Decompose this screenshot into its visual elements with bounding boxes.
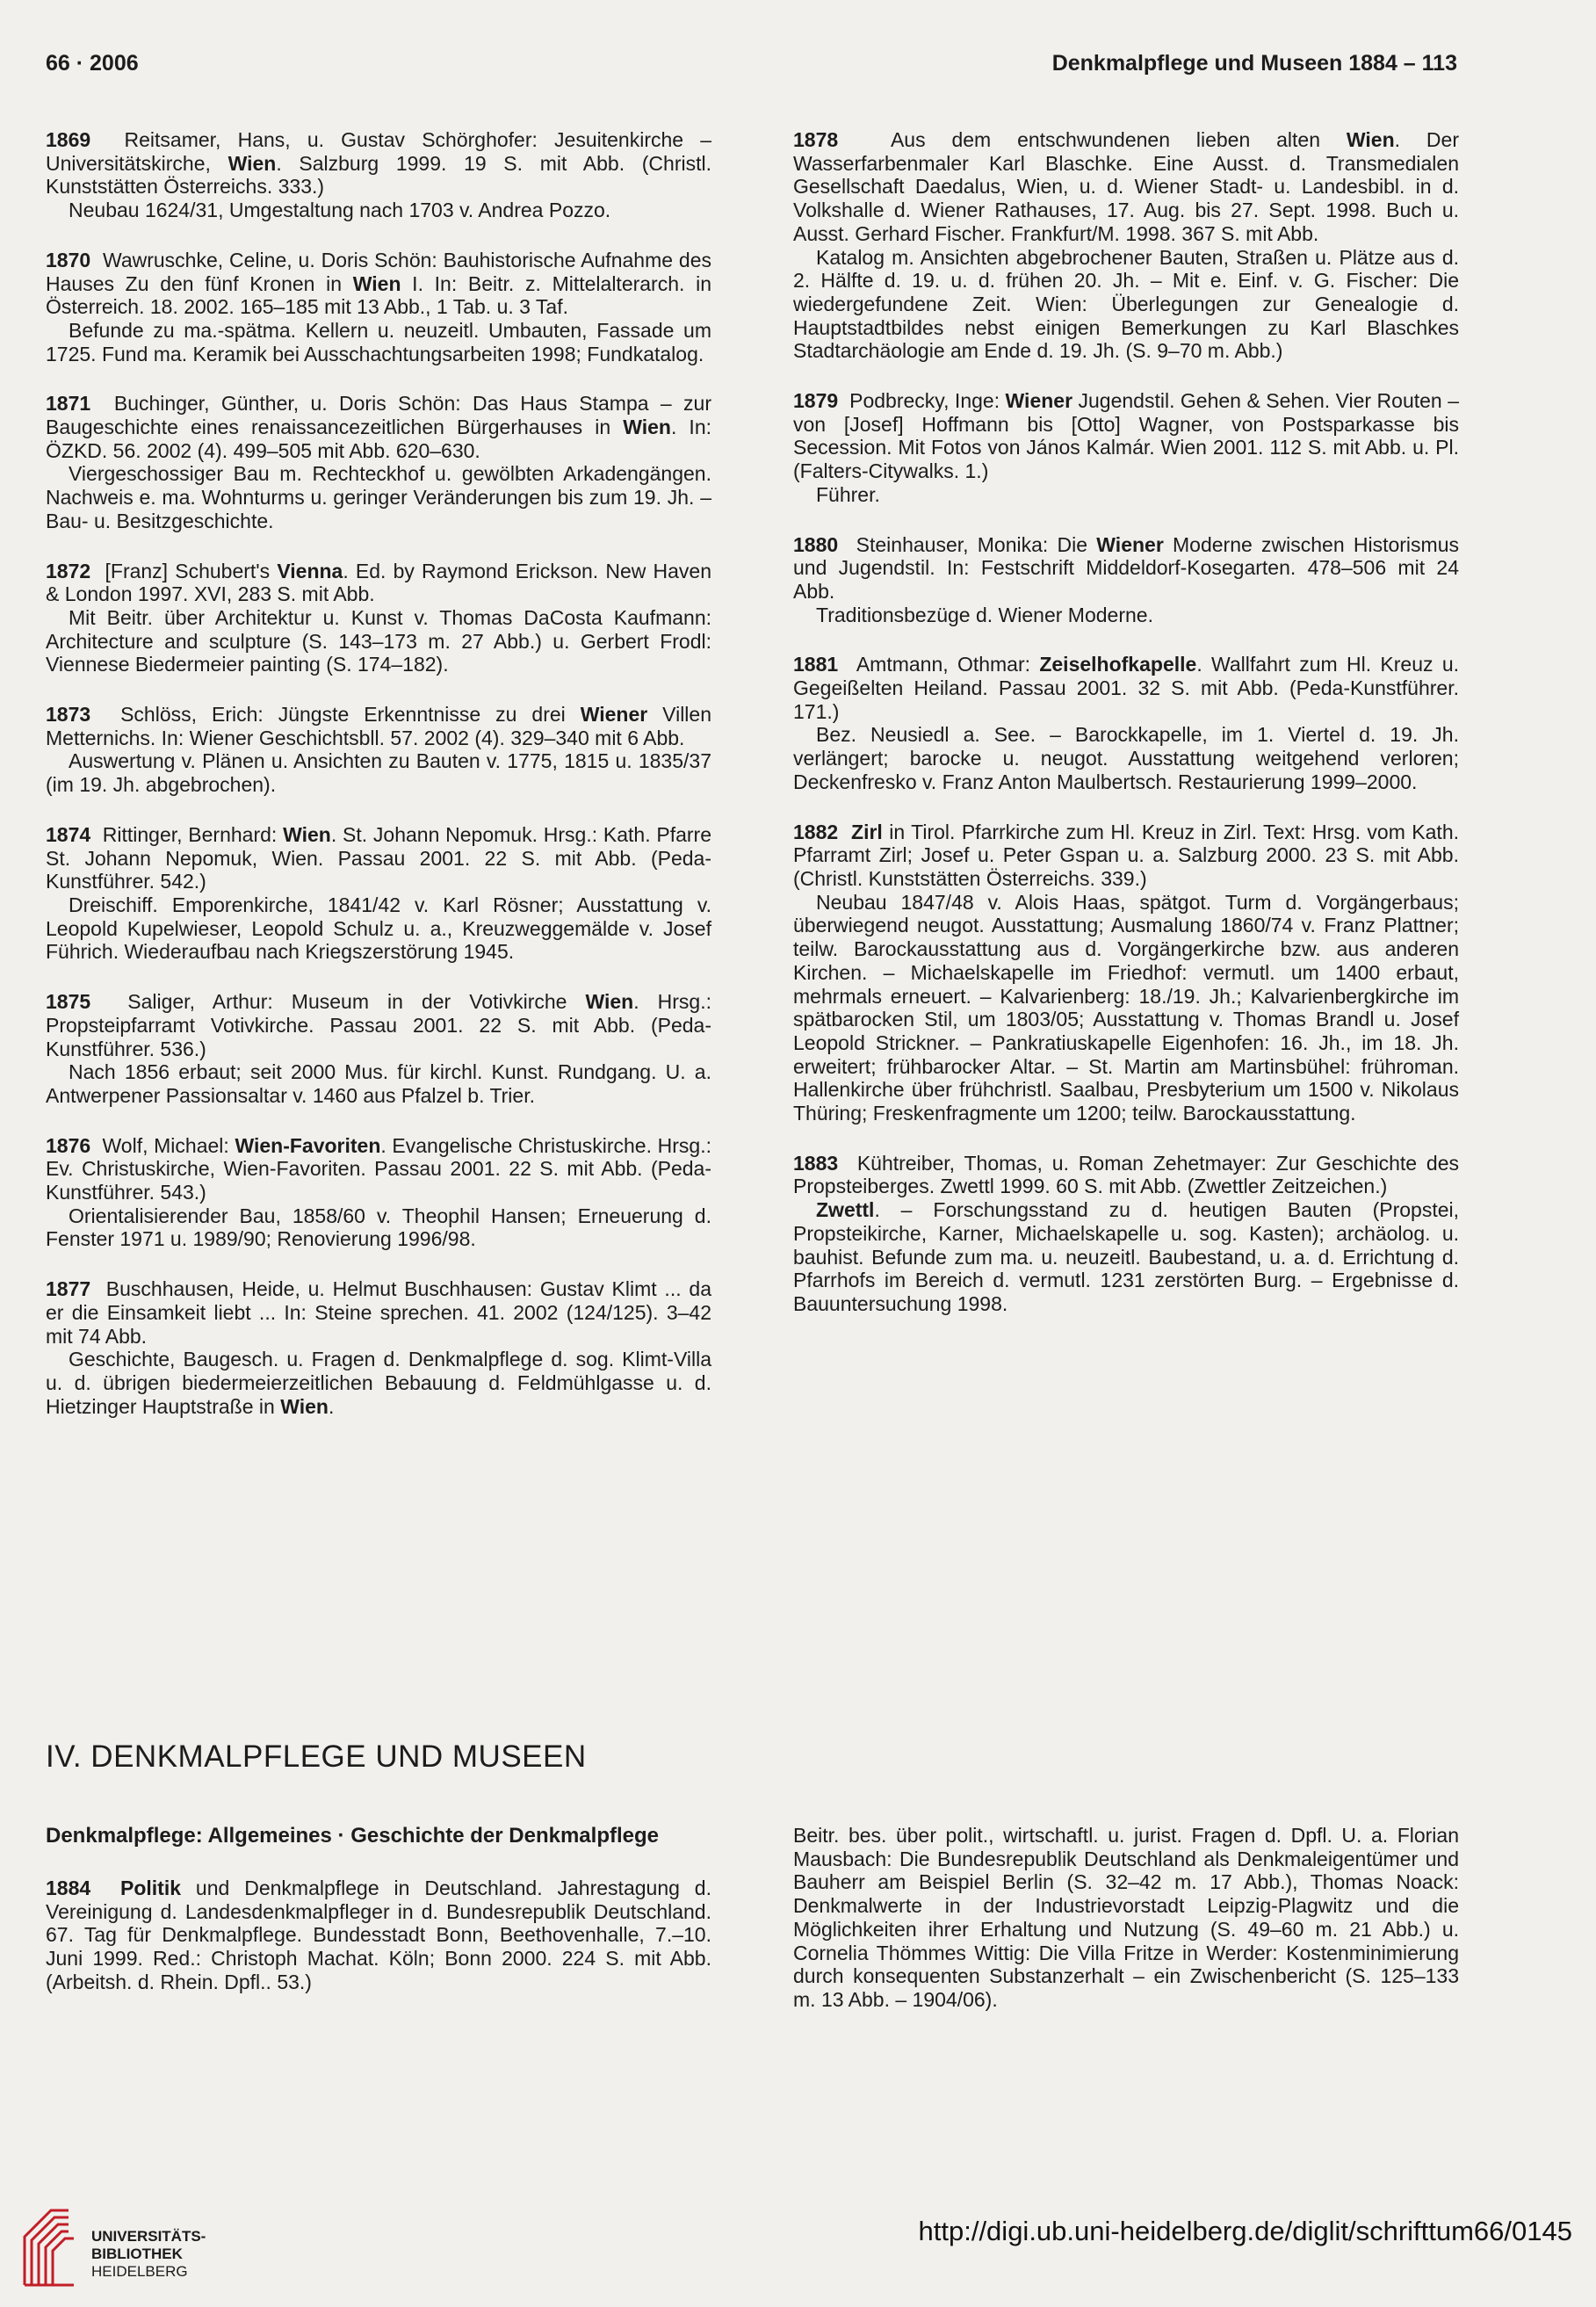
annotation-keyword: Zwettl [816,1198,875,1222]
bibliography-entry [46,128,711,222]
entry-text: Buchinger, Günther, u. Doris Schön: Das Haus Stampa – zur Baugeschichte eines renaissancezeitlichen Bürgerhauses in [46,392,711,439]
entry-keyword: Wien [283,822,331,846]
annotation-text: Mit Beitr. über Architektur u. Kunst v. Thomas DaCosta Kaufmann: Architecture and sculpture (S. 143–173 m. 27 Abb.) u. Gerbert Frodl: Viennese Biedermeier painting (S. 174–182). [46,605,711,676]
right-column [793,128,1459,1342]
annotation-text: Katalog m. Ansichten abgebrochener Bauten, Straßen u. Plätze aus d. 2. Hälfte d. 19. u. d. frühen 20. Jh. – Mit e. Einf. v. G. Fischer: Die wiedergefundene Zeit. Wien: Überlegungen zur Genealogie d. Hauptstadtbildes nebst einigen Bemerkungen zu Karl Blaschkes Stadtarchäologie am Ende d. 19. Jh. (S. 9–70 m. Abb.) [793,245,1459,363]
entry-keyword: Wiener [1005,389,1073,413]
entry-annotation [793,604,1459,627]
bibliography-entry [46,823,711,964]
header-page-number: 66 · 2006 [46,51,139,76]
entry-number: 1870 [46,248,91,271]
entry-text: . In: ÖZKD. 56. 2002 (4). 499–505 mit Abb. 620–630. [46,416,711,462]
entry-citation [46,1134,711,1204]
entry-citation [793,389,1459,483]
entry-keyword: Wien [227,151,277,175]
bibliography-entry [46,1134,711,1252]
bibliography-entry [793,821,1459,1125]
page-header [46,46,1457,81]
entry-text: . Evangelische Christuskirche. Hrsg.: Ev. Christuskirche, Wien-Favoriten. Passau 2001. 22 S. mit Abb. (Peda-Kunstführer. 543.) [46,1133,711,1204]
entry-text: Rittinger, Bernhard: [102,822,284,846]
annotation-text: Neubau 1624/31, Umgestaltung nach 1703 v. Andrea Pozzo. [69,199,611,222]
library-name [91,2228,206,2281]
annotation-text: . [328,1394,335,1418]
entry-citation [46,392,711,462]
entry-citation [46,703,711,749]
entry-text: [Franz] Schubert's [105,559,278,582]
entry-text: Amtmann, Othmar: [856,653,1040,676]
entry-citation [793,128,1459,246]
entry-number: 1873 [46,703,91,727]
annotation-text: . – Forschungsstand zu d. heutigen Bauten (Propstei, Propsteikirche, Karner, Michaelskapelle u. sog. Kasten); archäolog. u. bauhist. Befunde zum ma. u. neuzeitl. Baubestand, u. a. d. Errichtung d. Pfarrhofs im Bereich d. vermutl. 1231 zerstörten Burg. – Ergebnisse d. Bauuntersuchung 1998. [793,1198,1459,1315]
entry-keyword: Wien [352,271,401,295]
entry-keyword: Wiener [1096,532,1164,556]
annotation-text: Beitr. bes. über polit., wirtschaftl. u. jurist. Fragen d. Dpfl. U. a. Florian Mausbach: Die Bundesrepublik Deutschland als Denkmaleigentümer und Bauherr am Beispiel Berlin (S. 32–42 m. 17 Abb.), Thomas Noack: Denkmalwerte in der Industrievorstadt Leipzig-Plagwitz und die Möglichkeiten ihrer Erhaltung und Nutzung (S. 49–60 m. 21 Abb.) u. Cornelia Thömmes Wittig: Die Villa Fritze in Werder: Kostenminimierung durch konsequenten Substanzerhalt – ein Zwischenbericht (S. 125–133 m. 13 Abb. – 1904/06). [793,1824,1459,2011]
entry-keyword: Zeiselhofkapelle [1039,653,1197,676]
entry-1884 [46,1877,711,1994]
entry-citation [793,1152,1459,1198]
bibliography-entry [46,703,711,797]
entry-text: I. In: Beitr. z. Mittelalterarch. in Österreich. 18. 2002. 165–185 mit 13 Abb., 1 Tab. u. 3 Taf. [46,271,711,319]
library-logo[interactable] [16,2202,227,2289]
entry-number: 1881 [793,653,839,676]
entry-citation [46,990,711,1060]
entry-number: 1882 [793,820,839,843]
entry-annotation [46,1060,711,1107]
entry-text: Podbrecky, Inge: [849,389,1006,413]
bibliography-entry [793,128,1459,363]
entry-citation [46,1277,711,1348]
entry-number: 1878 [793,128,839,151]
entry-annotation [793,1198,1459,1316]
bibliography-entry [46,1277,711,1418]
entry-keyword: Politik [120,1877,182,1899]
left-column [46,128,711,1444]
entry-text: . Wallfahrt zum Hl. Kreuz u. Gegeißelten Heiland. Passau 2001. 32 S. mit Abb. (Peda-Kunstführer. 171.) [793,653,1460,723]
annotation-text: Geschichte, Baugesch. u. Fragen d. Denkmalpflege d. sog. Klimt-Villa u. d. übrigen biedermeierzeitlichen Bebauung d. Feldmühlgasse u. d. Hietzinger Hauptstraße in [46,1348,711,1418]
entry-text: Steinhauser, Monika: Die [856,532,1097,556]
entry-annotation [46,893,711,964]
entry-annotation [46,606,711,676]
entry-1884-annotation [793,1824,1459,2012]
entry-keyword: Wien-Favoriten [235,1133,381,1157]
entry-annotation [793,723,1459,793]
entry-number: 1874 [46,822,91,846]
entry-citation [793,821,1459,891]
entry-text: Buschhausen, Heide, u. Helmut Buschhausen: Gustav Klimt ... da er die Einsamkeit liebt ... In: Steine sprechen. 41. 2002 (124/125). 3–42 mit 74 Abb. [46,1277,711,1348]
annotation-keyword: Wien [280,1394,329,1418]
entry-text: . Hrsg.: Propsteipfarramt Votivkirche. Passau 2001. 22 S. mit Abb. (Peda-Kunstführer. 536.) [46,990,711,1060]
entry-text: . Der Wasserfarbenmaler Karl Blaschke. Eine Ausst. d. Transmedialen Gesellschaft Daedalus, Wien, u. d. Wiener Stadt- u. Landesbibl. in d. Volkshalle d. Wiener Rathauses, 17. Aug. bis 27. Sept. 1998. Buch u. Ausst. Gerhard Fischer. Frankfurt/M. 1998. 367 S. mit Abb. [793,128,1459,245]
bibliography-entry [46,249,711,366]
entry-text: Saliger, Arthur: Museum in der Votivkirche [127,990,586,1014]
entry-annotation [46,199,711,222]
entry-text: Jugendstil. Gehen & Sehen. Vier Routen – von [Josef] Hoffmann bis [Otto] Wagner, von Postsparkasse bis Secession. Mit Fotos von János Kalmár. Wien 2001. 112 S. mit Abb. u. Pl. (Falters-Citywalks. 1.) [793,389,1459,483]
entry-keyword: Wien [585,990,634,1014]
library-name-line1: UNIVERSITÄTS- [91,2228,206,2245]
header-running-title: Denkmalpflege und Museen 1884 – 113 [1051,51,1457,76]
entry-number: 1880 [793,532,839,556]
bibliography-entry [793,653,1459,793]
entry-number: 1876 [46,1133,91,1157]
annotation-text: Dreischiff. Emporenkirche, 1841/42 v. Karl Rösner; Ausstattung v. Leopold Kupelwieser, Leopold Schulz u. a., Kreuzweggemälde v. Josef Führich. Wiederaufbau nach Kriegszerstörung 1945. [46,893,711,964]
entry-number: 1872 [46,559,91,582]
annotation-text: Führer. [816,482,880,506]
entry-number: 1869 [46,128,91,151]
entry-keyword: Wien [1346,128,1395,151]
annotation-text: Viergeschossiger Bau m. Rechteckhof u. gewölbten Arkadengängen. Nachweis e. ma. Wohnturms u. geringer Veränderungen bis zum 19. Jh. – Bau- u. Besitzgeschichte. [46,462,711,532]
annotation-text: Auswertung v. Plänen u. Ansichten zu Bauten v. 1775, 1815 u. 1835/37 (im 19. Jh. abgebrochen). [46,749,711,797]
entry-annotation [46,1204,711,1251]
entry-annotation [46,749,711,796]
entry-citation [46,249,711,319]
entry-keyword: Vienna [277,559,343,582]
annotation-text: Traditionsbezüge d. Wiener Moderne. [816,603,1153,626]
entry-annotation [793,891,1459,1125]
entry-text: Wawruschke, Celine, u. Doris Schön: Bauhistorische Aufnahme des Hauses Zu den fünf Kronen in [46,248,712,295]
annotation-text: Orientalisierender Bau, 1858/60 v. Theophil Hansen; Erneuerung d. Fenster 1971 u. 1989/90; Renovierung 1996/98. [46,1204,711,1251]
entry-text: Villen Metternichs. In: Wiener Geschichtsbll. 57. 2002 (4). 329–340 mit 6 Abb. [46,703,711,749]
library-name-line3: HEIDELBERG [91,2263,188,2280]
entry-annotation [46,1348,711,1418]
annotation-text: Nach 1856 erbaut; seit 2000 Mus. für kirchl. Kunst. Rundgang. U. a. Antwerpener Passionsaltar v. 1460 aus Pfalzel b. Trier. [46,1060,711,1107]
entry-number: 1877 [46,1277,91,1301]
bibliography-entry [46,560,711,677]
entry-citation [46,823,711,893]
entry-keyword: Zirl [851,820,883,843]
entry-annotation [46,462,711,532]
annotation-text: Befunde zu ma.-spätma. Kellern u. neuzeitl. Umbauten, Fassade um 1725. Fund ma. Keramik bei Ausschachtungsarbeiten 1998; Fundkatalog. [46,318,711,365]
entry-annotation [793,483,1459,507]
entry-text: Schlöss, Erich: Jüngste Erkenntnisse zu drei [120,703,581,727]
entry-number: 1871 [46,392,91,416]
section-title: IV. DENKMALPFLEGE UND MUSEEN [46,1739,587,1774]
entry-text: Kühtreiber, Thomas, u. Roman Zehetmayer: Zur Geschichte des Propsteiberges. Zwettl 1999. 60 S. mit Abb. (Zwettler Zeitzeichen.) [793,1151,1459,1198]
entry-text: Aus dem entschwundenen lieben alten [890,128,1347,151]
library-name-line2: BIBLIOTHEK [91,2246,183,2262]
entry-number: 1884 [46,1877,91,1899]
entry-keyword: Wiener [580,703,648,727]
annotation-text: Neubau 1847/48 v. Alois Haas, spätgot. Turm d. Vorgängerbaus; überwiegend neugot. Ausstattung; Ausmalung 1860/74 v. Franz Plattner; teilw. Barockausstattung aus d. Vorgängerkirche bzw. aus anderen Kirchen. – Michaelskapelle im Friedhof: vermutl. um 1400 erbaut, mehrmals erneuert. – Kalvarienberg: 18./19. Jh.; Kalvarienbergkirche im spätbarocken Stil, um 1803/05; Ausstattung v. Thomas Brandl u. Josef Leopold Strickner. – Pankratiuskapelle Eigenhofen: 16. Jh., im 18. Jh. erweitert; frühbarocker Altar. – St. Martin am Martinsbühel: frühroman. Hallenkirche über frühchristl. Saalbau, Presbyterium um 1500 v. Nikolaus Thüring; Freskenfragmente um 1200; teilw. Barockausstattung. [793,890,1459,1125]
entry-annotation [46,319,711,365]
annotation-text: Bez. Neusiedl a. See. – Barockkapelle, im 1. Viertel d. 19. Jh. verlängert; barocke u. neugot. Ausstattung weitgehend verloren; Deckenfresko v. Franz Anton Maulbertsch. Restaurierung 1999–2000. [793,723,1459,793]
entry-number: 1879 [793,389,839,413]
entry-text: und Denkmalpflege in Deutschland. Jahrestagung d. Vereinigung d. Landesdenkmalpfleger in d. Bundesrepublik Deutschland. 67. Tag für Denkmalpflege. Bundesstadt Bonn, Beethovenhalle, 7.–10. Juni 1999. Red.: Christoph Machat. Köln; Bonn 2000. 224 S. mit Abb. (Arbeitsh. d. Rhein. Dpfl.. 53.) [46,1877,711,1993]
entry-text: Moderne zwischen Historismus und Jugendstil. In: Festschrift Middeldorf-Kosegarten. 478–506 mit 24 Abb. [793,532,1459,603]
library-logo-icon [16,2202,86,2289]
bibliography-entry [793,389,1459,507]
source-url-link[interactable]: http://digi.ub.uni-heidelberg.de/diglit/schrifttum66/0145 [918,2216,1572,2246]
entry-citation [46,128,711,199]
entry-text: . Salzburg 1999. 19 S. mit Abb. (Christl. Kunststätten Österreichs. 333.) [46,151,711,199]
entry-citation [46,560,711,606]
entry-text: in Tirol. Pfarrkirche zum Hl. Kreuz in Zirl. Text: Hrsg. vom Kath. Pfarramt Zirl; Josef u. Peter Gspan u. a. Salzburg 2000. 23 S. mit Abb. (Christl. Kunststätten Österreichs. 339.) [793,820,1459,890]
entry-text: . St. Johann Nepomuk. Hrsg.: Kath. Pfarre St. Johann Nepomuk, Wien. Passau 2001. 22 S. mit Abb. (Peda-Kunstführer. 542.) [46,822,712,893]
entry-keyword: Wien [623,416,671,439]
entry-text: . Ed. by Raymond Erickson. New Haven & London 1997. XVI, 283 S. mit Abb. [46,559,712,606]
bibliography-entry [46,990,711,1108]
entry-text: Wolf, Michael: [102,1133,235,1157]
entry-citation [793,653,1459,723]
bibliography-entry [793,533,1459,627]
entry-number: 1875 [46,990,91,1014]
entry-annotation [793,246,1459,364]
entry-number: 1883 [793,1151,839,1175]
entry-citation [793,533,1459,604]
bibliography-entry [793,1152,1459,1316]
bibliography-entry [46,392,711,532]
entry-text: Reitsamer, Hans, u. Gustav Schörghofer: Jesuitenkirche – Universitätskirche, [46,128,712,175]
subsection-title: Denkmalpflege: Allgemeines · Geschichte der Denkmalpflege [46,1824,659,1848]
